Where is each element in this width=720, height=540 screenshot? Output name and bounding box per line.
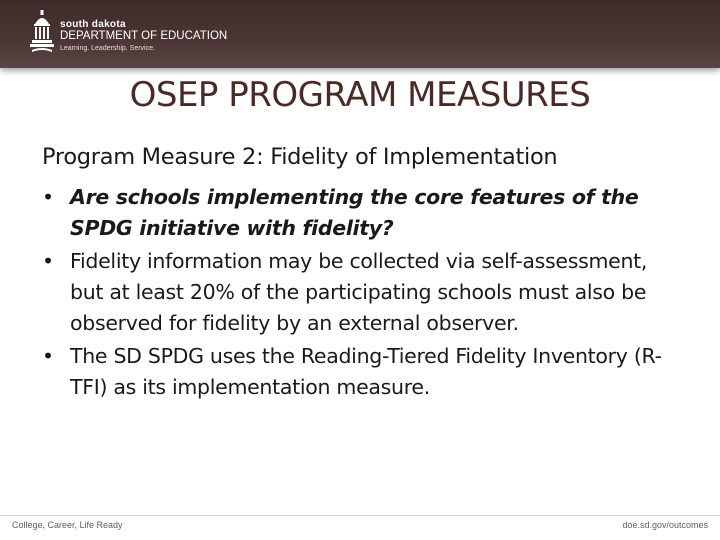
logo-department-name: DEPARTMENT OF EDUCATION (60, 30, 228, 42)
bullet-marker: • (42, 185, 54, 209)
footer-slogan: College, Career, Life Ready (12, 520, 123, 530)
bullet-item (42, 182, 682, 244)
sd-doe-logo (30, 10, 228, 56)
bullet-text: Fidelity information may be collected via self-assessment, but at least 20% of the participating schools must also be observed for fidelity by an external observer. (70, 249, 648, 335)
bullet-text: Are schools implementing the core features of the SPDG initiative with fidelity? (70, 185, 639, 240)
bullet-list (42, 182, 682, 403)
slide-subtitle: Program Measure 2: Fidelity of Implementation (42, 144, 558, 170)
slide-content (42, 140, 682, 405)
footer-divider (0, 515, 720, 516)
capitol-icon (30, 10, 54, 54)
header-band (0, 0, 720, 68)
bullet-item (42, 341, 682, 403)
bullet-marker: • (42, 249, 54, 273)
bullet-text: The SD SPDG uses the Reading-Tiered Fidelity Inventory (R-TFI) as its implementation measure. (70, 344, 662, 399)
logo-tagline: Learning. Leadership. Service. (60, 45, 155, 52)
footer-url: doe.sd.gov/outcomes (622, 520, 708, 530)
bullet-marker: • (42, 344, 54, 368)
logo-state-name: south dakota (60, 19, 126, 30)
bullet-item (42, 246, 682, 339)
slide-title: OSEP PROGRAM MEASURES (129, 75, 591, 115)
